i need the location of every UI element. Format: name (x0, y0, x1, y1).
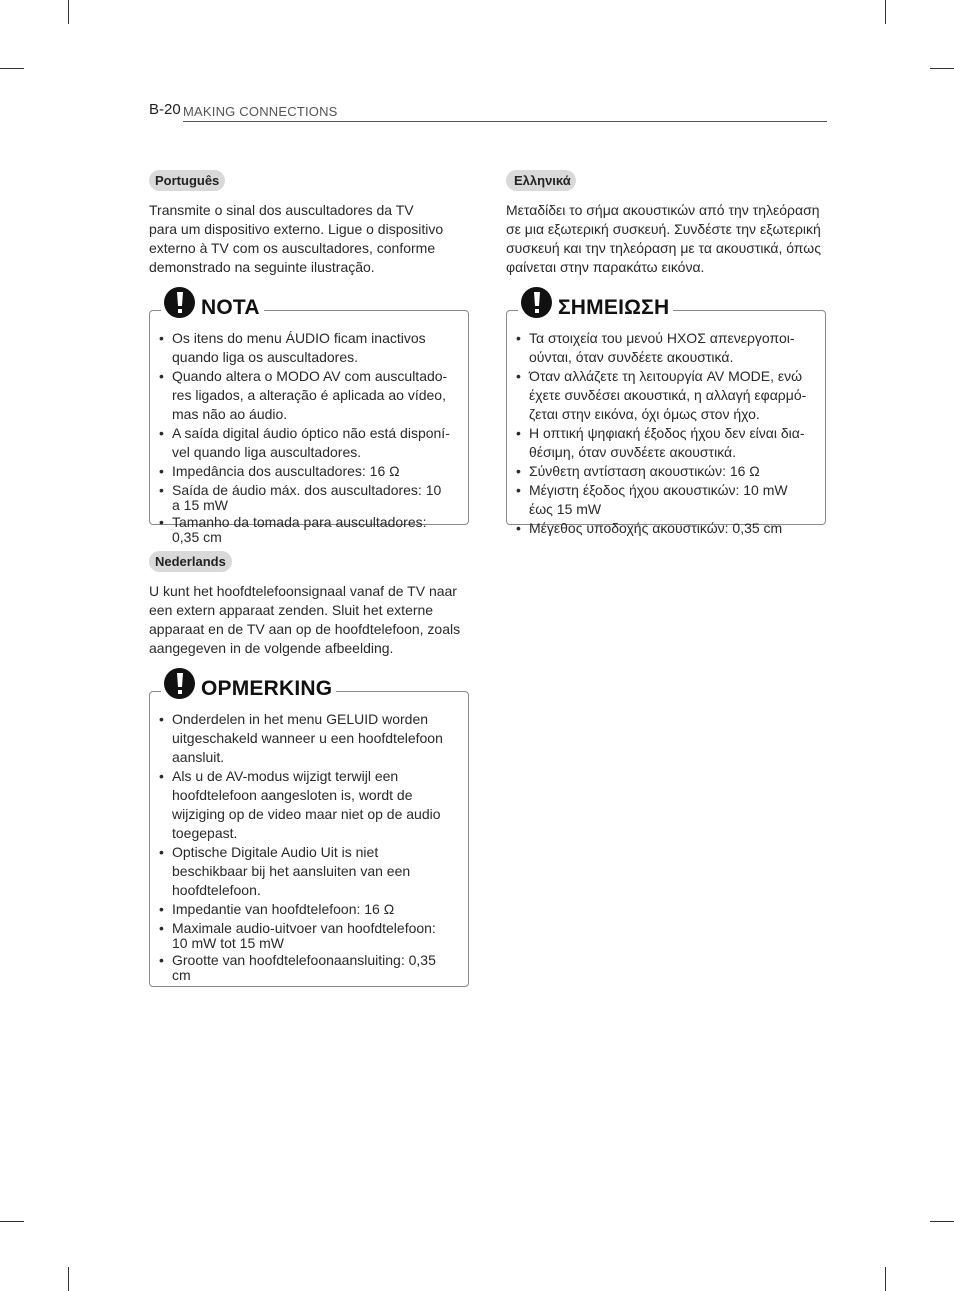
note-list (515, 329, 815, 538)
list-item (515, 519, 815, 538)
intro-line: apparaat en de TV aan op de hoofdtelefoon, zoals (149, 621, 461, 637)
intro-line: Transmite o sinal dos auscultadores da TV (149, 202, 414, 218)
exclamation-circle-icon (164, 287, 195, 318)
item-line: Impedância dos auscultadores: 16 Ω (172, 463, 400, 479)
item-line: mas não ao áudio. (172, 406, 288, 422)
item-line: aansluit. (172, 749, 225, 765)
list-item (158, 953, 458, 983)
intro-line: συσκευή και την τηλεόραση με τα ακουστικά, όπως (506, 240, 821, 256)
item-line: 10 mW tot 15 mW (172, 935, 285, 951)
item-line: toegepast. (172, 825, 238, 841)
dutch-section (149, 551, 469, 987)
crop-mark (0, 68, 24, 69)
intro-line: externo à TV com os auscultadores, conforme (149, 240, 436, 256)
intro-text-dutch (149, 582, 469, 658)
left-column (149, 170, 469, 987)
item-line: θέσιμη, όταν συνδέετε ακουστικά. (529, 444, 737, 460)
item-line: a 15 mW (172, 497, 229, 513)
item-line: Η οπτική ψηφιακή έξοδος ήχου δεν είναι δια- (529, 425, 805, 441)
item-line: Grootte van hoofdtelefoonaansluiting: 0,35 (172, 952, 436, 968)
item-line: beschikbaar bij het aansluiten van een (172, 863, 411, 879)
note-title: NOTA (201, 296, 260, 319)
item-line: Σύνθετη αντίσταση ακουστικών: 16 Ω (529, 463, 760, 479)
item-line: Quando altera o MODO AV com auscultado- (172, 368, 448, 384)
note-list (158, 329, 458, 545)
note-box-dutch (149, 677, 469, 987)
note-header (161, 287, 264, 323)
crop-mark (68, 0, 69, 24)
item-line: Onderdelen in het menu GELUID worden (172, 711, 429, 727)
item-line: έχετε συνδέσει ακουστικά, η αλλαγή εφαρμό- (529, 387, 807, 403)
intro-text-portuguese (149, 201, 469, 277)
item-line: ούνται, όταν συνδέετε ακουστικά. (529, 349, 734, 365)
item-line: ζεται στην εικόνα, όχι όμως στον ήχο. (529, 406, 760, 422)
item-line: res ligados, a alteração é aplicada ao vídeo, (172, 387, 446, 403)
intro-line: Μεταδίδει το σήμα ακουστικών από την τηλεόραση (506, 202, 820, 218)
list-item (158, 710, 458, 767)
list-item (515, 329, 815, 367)
item-line: Μέγιστη έξοδος ήχου ακουστικών: 10 mW (529, 482, 788, 498)
intro-line: para um dispositivo externo. Ligue o dispositivo (149, 221, 444, 237)
note-list (158, 710, 458, 983)
item-line: hoofdtelefoon aangesloten is, wordt de (172, 787, 413, 803)
language-tag-portuguese: Português (149, 170, 225, 191)
header-rule (183, 121, 827, 122)
list-item (158, 515, 458, 545)
list-item (158, 424, 458, 462)
list-item (158, 843, 458, 900)
intro-line: een extern apparaat zenden. Sluit het externe (149, 602, 434, 618)
list-item (158, 921, 458, 951)
note-title: ΣΗΜΕΙΩΣΗ (558, 296, 670, 319)
item-line: Όταν αλλάζετε τη λειτουργία AV MODE, ενώ (529, 368, 803, 384)
portuguese-section (149, 170, 469, 545)
item-line: vel quando liga auscultadores. (172, 444, 362, 460)
intro-line: U kunt het hoofdtelefoonsignaal vanaf de TV naar (149, 583, 457, 599)
intro-line: demonstrado na seguinte ilustração. (149, 259, 375, 275)
note-header (161, 668, 336, 704)
item-line: hoofdtelefoon. (172, 882, 261, 898)
intro-line: σε μια εξωτερική συσκευή. Συνδέστε την εξωτερική (506, 221, 821, 237)
crop-mark (930, 68, 954, 69)
item-line: έως 15 mW (529, 501, 602, 517)
note-title: OPMERKING (201, 677, 333, 700)
exclamation-circle-icon (164, 668, 195, 699)
list-item (158, 462, 458, 481)
crop-mark (0, 1221, 24, 1222)
item-line: wijziging op de video maar niet op de audio (172, 806, 441, 822)
item-line: A saída digital áudio óptico não está disponí- (172, 425, 450, 441)
item-line: Τα στοιχεία του μενού ΗΧΟΣ απενεργοποι- (529, 330, 795, 346)
crop-mark (68, 1267, 69, 1291)
exclamation-circle-icon (521, 287, 552, 318)
item-line: uitgeschakeld wanneer u een hoofdtelefoon (172, 730, 443, 746)
item-line: 0,35 cm (172, 529, 222, 545)
intro-text-greek (506, 201, 826, 277)
list-item (515, 424, 815, 462)
item-line: Μέγεθος υποδοχής ακουστικών: 0,35 cm (529, 520, 783, 536)
page-header (149, 101, 827, 123)
language-tag-dutch: Nederlands (149, 551, 232, 572)
page-number: B-20 (149, 101, 181, 118)
item-line: Maximale audio-uitvoer van hoofdtelefoon: (172, 920, 436, 936)
item-line: Os itens do menu ÁUDIO ficam inactivos (172, 330, 426, 346)
list-item (158, 900, 458, 919)
item-line: cm (172, 967, 191, 983)
list-item (515, 462, 815, 481)
crop-mark (930, 1221, 954, 1222)
list-item (515, 367, 815, 424)
list-item (158, 329, 458, 367)
crop-mark (885, 0, 886, 24)
item-line: Optische Digitale Audio Uit is niet (172, 844, 379, 860)
intro-line: aangegeven in de volgende afbeelding. (149, 640, 394, 656)
list-item (158, 483, 458, 513)
right-column (506, 170, 826, 536)
section-title: MAKING CONNECTIONS (183, 104, 338, 119)
crop-mark (885, 1267, 886, 1291)
item-line: Tamanho da tomada para auscultadores: (172, 514, 427, 530)
language-tag-greek: Ελληνικά (506, 170, 576, 191)
note-header (518, 287, 673, 323)
intro-line: φαίνεται στην παρακάτω εικόνα. (506, 259, 705, 275)
list-item (158, 767, 458, 843)
list-item (158, 367, 458, 424)
item-line: Als u de AV-modus wijzigt terwijl een (172, 768, 399, 784)
greek-section (506, 170, 826, 536)
note-box-portuguese (149, 296, 469, 545)
item-line: Impedantie van hoofdtelefoon: 16 Ω (172, 901, 395, 917)
item-line: quando liga os auscultadores. (172, 349, 359, 365)
item-line: Saída de áudio máx. dos auscultadores: 10 (172, 482, 442, 498)
list-item (515, 481, 815, 519)
note-box-greek (506, 296, 826, 536)
